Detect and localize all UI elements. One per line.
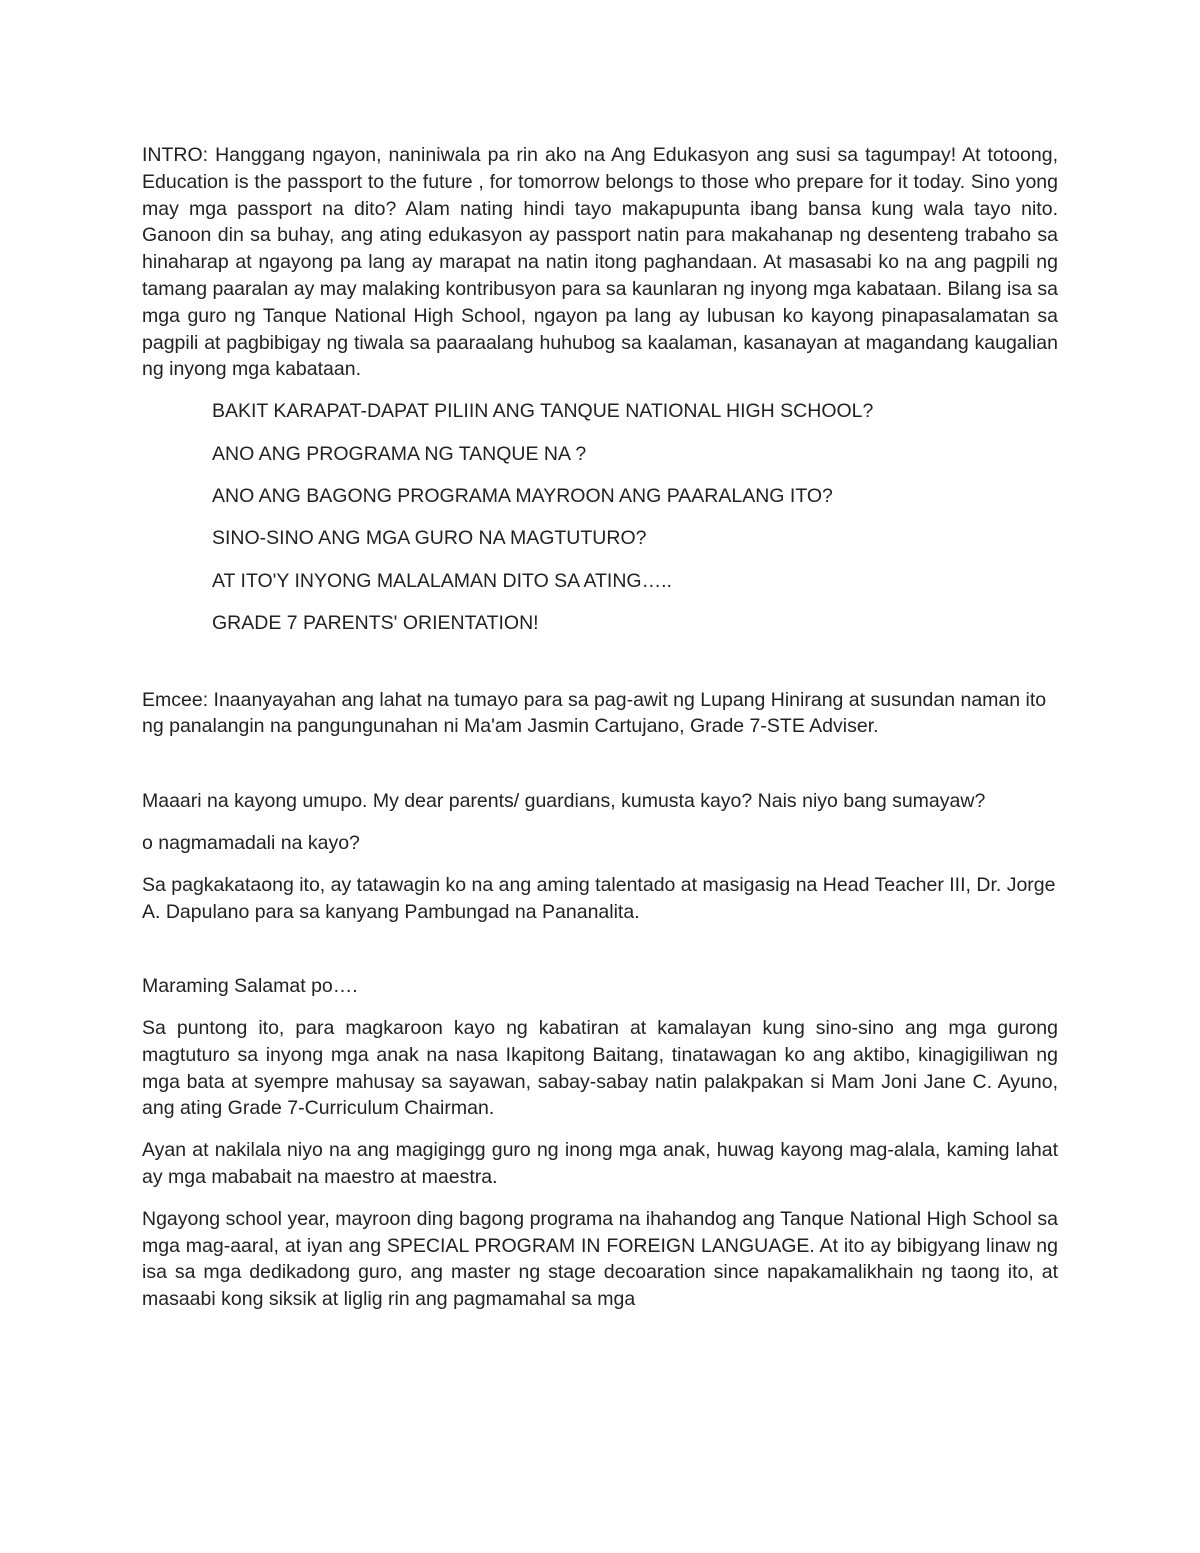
emcee-paragraph: Emcee: Inaanyayahan ang lahat na tumayo para sa pag-awit ng Lupang Hinirang at susundan naman ito ng panalangin na pangungunahan ni Ma'am Jasmin Cartujano, Grade 7-STE Adviser.: [142, 688, 1047, 738]
question-item: BAKIT KARAPAT-DAPAT PILIIN ANG TANQUE NATIONAL HIGH SCHOOL?: [212, 400, 874, 423]
question-item: GRADE 7 PARENTS' ORIENTATION!: [212, 612, 539, 635]
spacer: [142, 940, 1058, 973]
question-item: SINO-SINO ANG MGA GURO NA MAGTUTURO?: [212, 527, 647, 550]
maaari-paragraph: Maaari na kayong umupo. My dear parents/ guardians, kumusta kayo? Nais niyo bang sumayaw?: [142, 790, 986, 813]
document-body: [142, 142, 1058, 1328]
spacer: [142, 755, 1058, 788]
ayan-paragraph: Ayan at nakilala niyo na ang magigingg guro ng inong mga anak, huwag kayong mag-alala, kaming lahat ay mga mababait na maestro at maestra.: [142, 1139, 1058, 1189]
salamat-paragraph: Maraming Salamat po….: [142, 975, 358, 998]
intro-paragraph: INTRO: Hanggang ngayon, naniniwala pa rin ako na Ang Edukasyon ang susi sa tagumpay! At totoong, Education is the passport to the future , for tomorrow belongs to those who prepare for it today. Sino yong may mga passport na dito? Alam nating hindi tayo makapupunta ibang bansa kung wala tayo nito. Ganoon din sa buhay, ang ating edukasyon ay passport natin para makahanap ng desenteng trabaho sa hinaharap at ngayong pa lang ay marapat na natin itong paghandaan. At masasabi ko na ang pagpili ng tamang paaralan ay may malaking kontribusyon para sa kaunlaran ng inyong mga kabataan. Bilang isa sa mga guro ng Tanque National High School, ngayon pa lang ay lubusan ko kayong pinapasalamatan sa pagpili at pagbibigay ng tiwala sa paaraalang huhubog sa kaalaman, kasanayan at magandang kaugalian ng inyong mga kabataan.: [142, 144, 1058, 381]
pagkakataong-paragraph: Sa pagkakataong ito, ay tatawagin ko na ang aming talentado at masigasig na Head Teacher III, Dr. Jorge A. Dapulano para sa kanyang Pambungad na Pananalita.: [142, 873, 1056, 923]
question-item: ANO ANG PROGRAMA NG TANQUE NA ?: [212, 442, 587, 465]
question-item: AT ITO'Y INYONG MALALAMAN DITO SA ATING…..: [212, 569, 672, 592]
ngayong-paragraph: Ngayong school year, mayroon ding bagong programa na ihahandog ang Tanque National High School sa mga mag-aaral, at iyan ang SPECIAL PROGRAM IN FOREIGN LANGUAGE. At ito ay bibigyang linaw ng isa sa mga dedikadong guro, ang master ng stage decoaration since napakamalikhain ng taong ito, at masaabi kong siksik at liglig rin ang pagmamahal sa mga: [142, 1207, 1058, 1311]
nagmamadali-paragraph: o nagmamadali na kayo?: [142, 831, 360, 854]
question-item: ANO ANG BAGONG PROGRAMA MAYROON ANG PAARALANG ITO?: [212, 484, 833, 507]
question-list: [142, 398, 1058, 637]
spacer: [142, 653, 1058, 687]
puntong-paragraph: Sa puntong ito, para magkaroon kayo ng kabatiran at kamalayan kung sino-sino ang mga gurong magtuturo sa inyong mga anak na nasa Ikapitong Baitang, tinatawagan ko ang aktibo, kinagigiliwan ng mga bata at syempre mahusay sa sayawan, sabay-sabay natin palakpakan si Mam Joni Jane C. Ayuno, ang ating Grade 7-Curriculum Chairman.: [142, 1017, 1058, 1120]
